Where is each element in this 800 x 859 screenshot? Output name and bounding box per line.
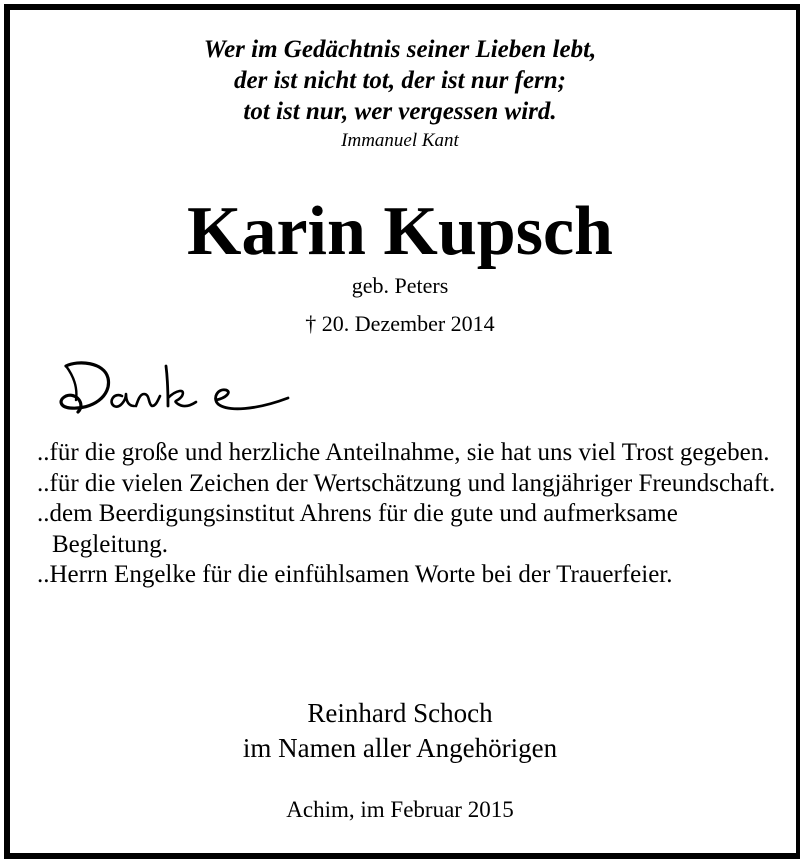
sender-name: Reinhard Schoch xyxy=(307,698,493,728)
thanks-item-speaker: ..Herrn Engelke für die einfühlsamen Worte bei der Trauerfeier. xyxy=(37,561,673,588)
danke-handwritten-signature xyxy=(56,356,306,426)
memorial-quote xyxy=(0,34,800,153)
maiden-name: geb. Peters xyxy=(351,273,449,298)
thanks-item-funeral-home: ..dem Beerdigungsinstitut Ahrens für die gute und aufmerksame Begleitung. xyxy=(37,500,678,558)
quote-line-1: Wer im Gedächtnis seiner Lieben lebt, xyxy=(203,36,597,63)
death-date: † 20. Dezember 2014 xyxy=(305,311,495,336)
thanks-list xyxy=(37,438,777,591)
quote-line-3: tot ist nur, wer vergessen wird. xyxy=(243,98,557,125)
quote-author: Immanuel Kant xyxy=(341,130,459,151)
place-and-date: Achim, im Februar 2015 xyxy=(286,797,514,822)
deceased-name: Karin Kupsch xyxy=(187,193,613,270)
thanks-item-appreciation: ..für die vielen Zeichen der Wertschätzung und langjähriger Freundschaft. xyxy=(37,469,776,497)
quote-line-2: der ist nicht tot, der ist nur fern; xyxy=(234,67,566,94)
sender-subtitle: im Namen aller Angehörigen xyxy=(242,733,558,763)
thanks-item-condolences: ..für die große und herzliche Anteilnahme, sie hat uns viel Trost gegeben. xyxy=(37,439,770,466)
